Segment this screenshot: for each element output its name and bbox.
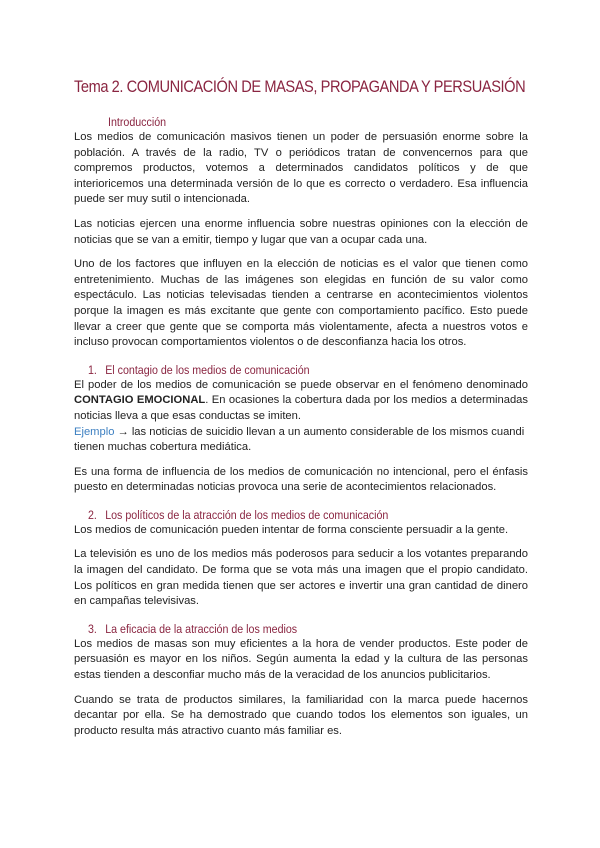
section-2-paragraph-2: La televisión es uno de los medios más poderosos para seducir a los votantes preparando la imagen del candidato. De forma que se vota más una imagen que el propio candidato. Los políticos en gran medida tienen que ser actores e invertir una gran cantidad de dinero en campañas televisivas. [74, 548, 528, 608]
intro-paragraph-1: Los medios de comunicación masivos tienen un poder de persuasión enorme sobre la población. A través de la radio, TV o periódicos tratan de convencernos para que compremos productos, votemos a determinados candidatos políticos y de que interioricemos una determinada versión de lo que es correcto o verdadero. Esa influencia puede ser muy sutil o intencionada. [74, 131, 528, 206]
intro-section [74, 114, 528, 351]
section-3-title: La eficacia de la atracción de los medios [105, 621, 298, 636]
section-3-paragraph-1: Los medios de masas son muy eficientes a la hora de vender productos. Este poder de persuasión es mayor en los niños. Según aumenta la edad y la cultura de las personas estas tienden a desconfiar mucho más de la veracidad de los anuncios publicitarios. [74, 637, 528, 682]
section-1-text-b: . En ocasiones la cobertura dada por los medios a determinadas noticias lleva a que esas conductas se imiten. [74, 394, 528, 422]
section-2-paragraph-1: Los medios de comunicación pueden intentar de forma consciente persuadir a la gente. [74, 523, 509, 536]
section-1-title: El contagio de los medios de comunicación [105, 362, 310, 377]
section-1-text-a: El poder de los medios de comunicación se puede observar en el fenómeno denominado [74, 378, 528, 391]
section-1-paragraph-1 [74, 378, 528, 425]
section-1-paragraph-2: Es una forma de influencia de los medios de comunicación no intencional, pero el énfasis puesto en determinadas noticias provoca una serie de acontecimientos relacionados. [74, 465, 528, 494]
intro-paragraph-3: Uno de los factores que influyen en la elección de noticias es el valor que tienen como entretenimiento. Muchas de las imágenes son elegidas en función de su valor como espectáculo. Las noticias televisadas tienden a centrarse en acontecimientos violentos porque la imagen es más excitante que gente con comportamiento pacífico. Esto puede llevar a creer que gente que se comporta más violentamente, afecta a nuestros votos e incluso provocan comportamientos violentos o de desconfianza hacia los otros. [74, 258, 528, 349]
section-3-heading [88, 621, 466, 637]
document-title: Tema 2. COMUNICACIÓN DE MASAS, PROPAGANDA Y PERSUASIÓN [74, 77, 526, 96]
section-1-example [74, 425, 528, 456]
example-text: → las noticias de suicidio llevan a un aumento considerable de los mismos cuandi tienen muchas cobertura mediática. [74, 425, 525, 454]
contagio-emocional-term: CONTAGIO EMOCIONAL [74, 394, 206, 407]
section-2-title: Los políticos de la atracción de los medios de comunicación [105, 507, 389, 522]
section-1-heading [88, 362, 466, 378]
section-1-number: 1. [88, 362, 97, 377]
section-3 [74, 621, 528, 740]
section-1 [74, 362, 528, 496]
document-page [74, 76, 528, 750]
section-2 [74, 507, 528, 610]
section-3-paragraph-2: Cuando se trata de productos similares, la familiaridad con la marca puede hacernos decantar por ella. Se ha demostrado que cuando todos los elementos son iguales, un producto resulta más atractivo cuanto más familiar es. [74, 693, 528, 737]
example-label: Ejemplo [74, 425, 115, 438]
section-3-number: 3. [88, 621, 97, 636]
section-2-number: 2. [88, 507, 97, 522]
intro-paragraph-2: Las noticias ejercen una enorme influencia sobre nuestras opiniones con la elección de noticias que se van a emitir, tiempo y lugar que van a ocupar cada una. [74, 217, 528, 246]
intro-heading: Introducción [108, 115, 167, 129]
section-2-heading [88, 507, 466, 523]
